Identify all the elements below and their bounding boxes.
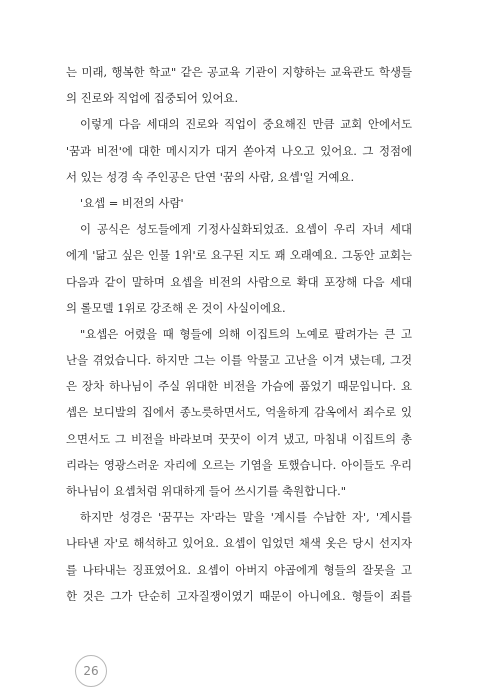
text-line: 이렇게 다음 세대의 진로와 직업이 중요해진 만큼 교회 안에서도 (80, 117, 412, 132)
text-line: 하지만 성경은 '꿈꾸는 자'라는 말을 '계시를 수납한 자', '계시를 (80, 510, 412, 525)
text-line: 한 것은 그가 단순히 고자질쟁이였기 때문이 아니에요. 형들이 죄를 (66, 588, 412, 603)
text-line: "요셉은 어렸을 때 형들에 의해 이집트의 노예로 팔려가는 큰 고 (80, 326, 412, 341)
text-line: 의 롤모델 1위로 강조해 온 것이 사실이에요. (66, 300, 286, 315)
text-line: 난을 겪었습니다. 하지만 그는 이를 악물고 고난을 이겨 냈는데, 그것 (66, 353, 412, 368)
text-line: 다음과 같이 말하며 요셉을 비전의 사람으로 확대 포장해 다음 세대 (66, 274, 412, 289)
body-text (66, 59, 412, 609)
text-line: 으면서도 그 비전을 바라보며 꿋꿋이 이겨 냈고, 마침내 이집트의 총 (66, 431, 412, 446)
text-line: 서 있는 성경 속 주인공은 단연 '꿈의 사람, 요셉'일 거예요. (66, 169, 355, 184)
text-line: 리라는 영광스러운 자리에 오르는 기염을 토했습니다. 아이들도 우리 (66, 457, 412, 472)
text-line: 는 미래, 행복한 학교" 같은 공교육 기관이 지향하는 교육관도 학생들 (66, 65, 412, 79)
text-line: 에게 '닮고 싶은 인물 1위'로 요구된 지도 꽤 오래예요. 그동안 교회는 (66, 248, 412, 263)
text-line: 하나님이 요셉처럼 위대하게 들어 쓰시기를 축원합니다." (66, 484, 347, 498)
text-line: 셉은 보디발의 집에서 종노릇하면서도, 억울하게 감옥에서 죄수로 있 (66, 405, 412, 420)
text-line: '꿈과 비전'에 대한 메시지가 대거 쏟아져 나오고 있어요. 그 정점에 (66, 143, 412, 158)
text-line: '요셉 = 비전의 사람' (80, 195, 184, 210)
page-number-badge (75, 655, 107, 687)
text-line: 나타낸 자'로 해석하고 있어요. 요셉이 입었던 채색 옷은 당시 선지자 (66, 536, 412, 551)
text-line: 를 나타내는 징표였어요. 요셉이 아버지 야곱에게 형들의 잘못을 고 (66, 562, 412, 577)
text-line: 은 장차 하나님이 주실 위대한 비전을 가슴에 품었기 때문입니다. 요 (66, 379, 412, 394)
page-number: 26 (83, 664, 99, 678)
text-line: 이 공식은 성도들에게 기정사실화되었죠. 요셉이 우리 자녀 세대 (80, 222, 412, 237)
text-line: 의 진로와 직업에 집중되어 있어요. (66, 91, 239, 106)
